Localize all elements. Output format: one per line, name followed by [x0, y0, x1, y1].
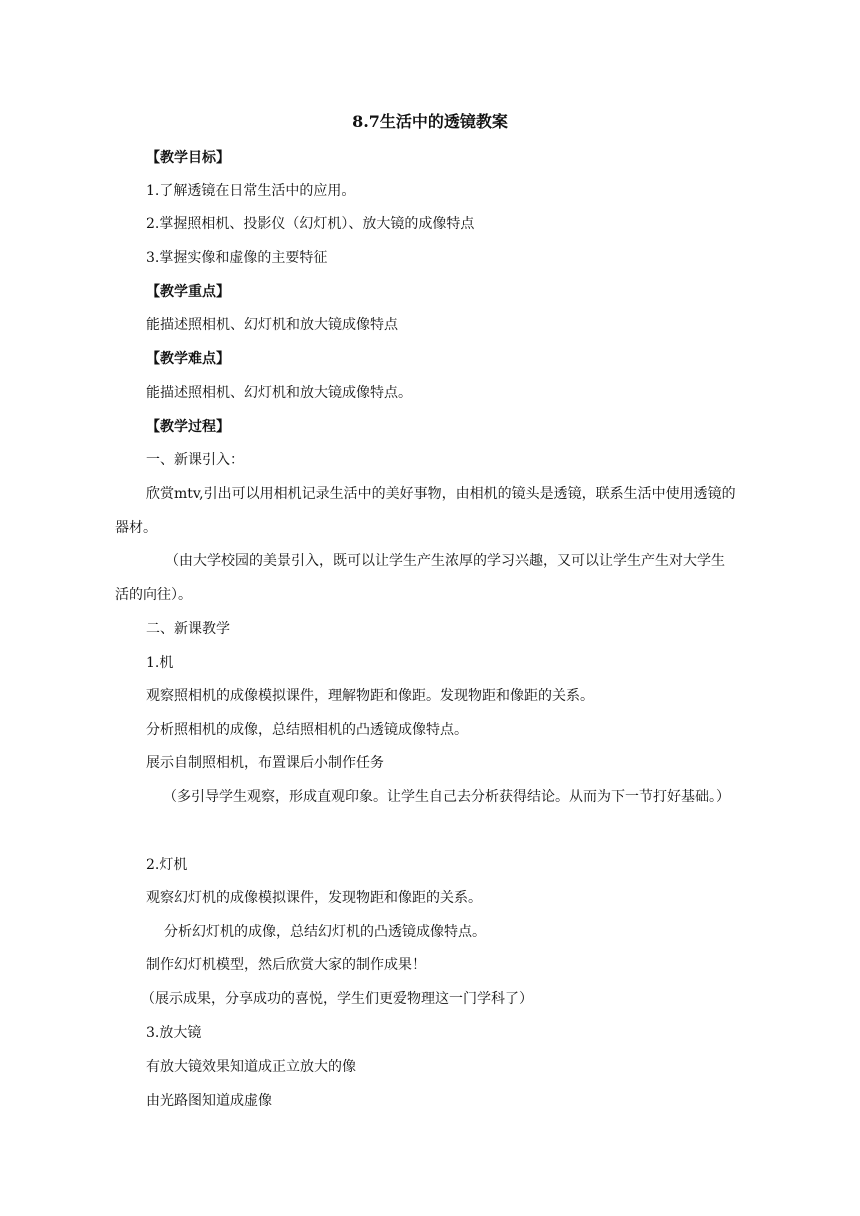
item-heading: 1.机 [146, 655, 174, 671]
paragraph: 欣赏mtv,引出可以用相机记录生活中的美好事物，由相机的镜头是透镜，联系生活中使用透镜的器材。 [115, 486, 736, 536]
paragraph-line: 分析幻灯机的成像，总结幻灯机的凸透镜成像特点。 [164, 924, 486, 940]
key-point-text: 能描述照相机、幻灯机和放大镜成像特点 [146, 317, 398, 333]
paragraph-line: 分析照相机的成像，总结照相机的凸透镜成像特点。 [146, 722, 468, 738]
document-title: 8.7生活中的透镜教案 [352, 112, 508, 131]
objective-item: 1.了解透镜在日常生活中的应用。 [146, 183, 356, 199]
paragraph-line: 制作幻灯机模型，然后欣赏大家的制作成果！ [146, 957, 426, 973]
subsection-teaching: 二、新课教学 [146, 621, 230, 637]
objective-item: 3.掌握实像和虚像的主要特征 [146, 250, 328, 266]
subsection-intro: 一、新课引入： [146, 452, 244, 468]
section-heading-objectives: 【教学目标】 [146, 150, 230, 166]
paragraph-line: 观察照相机的成像模拟课件，理解物距和像距。发现物距和像距的关系。 [146, 688, 594, 704]
objective-item: 2.掌握照相机、投影仪（幻灯机）、放大镜的成像特点 [146, 216, 475, 232]
section-heading-process: 【教学过程】 [146, 419, 230, 435]
paragraph-line: （展示成果，分享成功的喜悦，学生们更爱物理这一门学科了） [141, 991, 533, 1007]
section-heading-key-points: 【教学重点】 [146, 284, 230, 300]
item-heading: 3.放大镜 [146, 1025, 202, 1041]
section-heading-difficulties: 【教学难点】 [146, 351, 230, 367]
paragraph: （多引导学生观察，形成直观印象。让学生自己去分析获得结论。从而为下一节打好基础。） [163, 789, 730, 805]
difficulty-text: 能描述照相机、幻灯机和放大镜成像特点。 [146, 385, 412, 401]
paragraph-line: 展示自制照相机，布置课后小制作任务 [146, 755, 384, 771]
paragraph: （由大学校园的美景引入，既可以让学生产生浓厚的学习兴趣，又可以让学生产生对大学生活的向往）。 [115, 553, 725, 603]
paragraph-line: 由光路图知道成虚像 [146, 1093, 272, 1109]
item-heading: 2.灯机 [146, 857, 188, 873]
paragraph-line: 有放大镜效果知道成正立放大的像 [146, 1059, 356, 1075]
paragraph-line: 观察幻灯机的成像模拟课件，发现物距和像距的关系。 [146, 890, 482, 906]
